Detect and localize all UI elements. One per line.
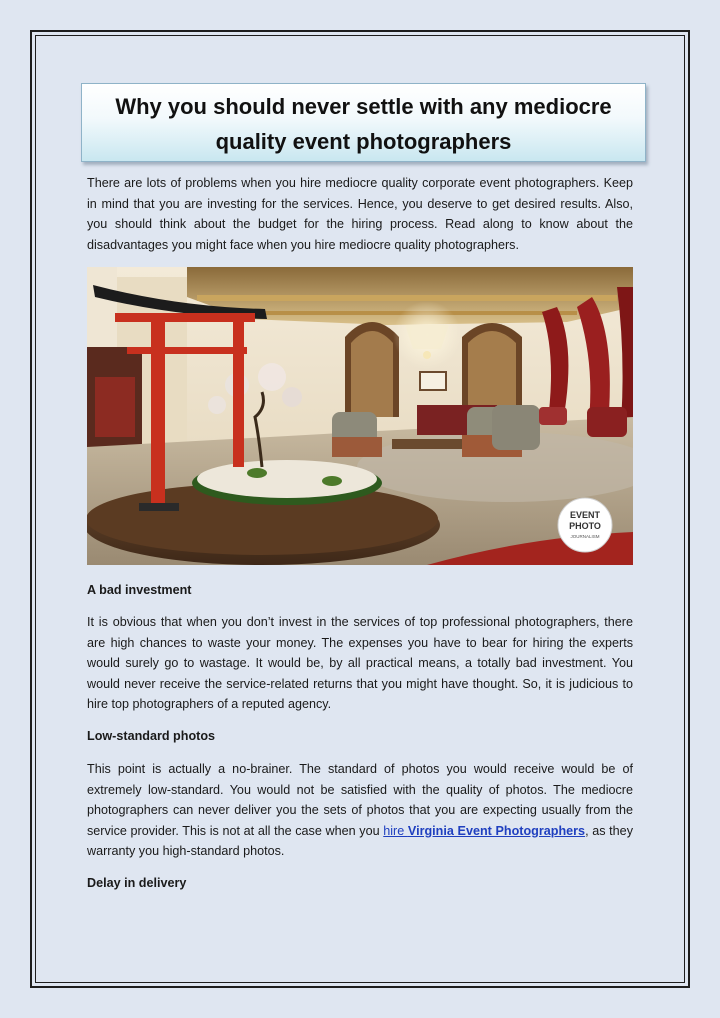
section-heading-delay: Delay in delivery bbox=[87, 876, 187, 890]
paragraph-low-standard-tail: , as they warranty you high-standard photos. bbox=[87, 823, 633, 858]
paragraph-low-standard bbox=[87, 759, 633, 862]
logo-line3: JOURNALISM bbox=[570, 534, 600, 539]
section-body-bad-investment bbox=[87, 612, 633, 715]
title-box bbox=[81, 83, 646, 162]
intro-paragraph-block bbox=[87, 173, 633, 255]
link-prefix: hire bbox=[383, 823, 408, 838]
page-title: Why you should never settle with any mediocre quality event photographers bbox=[115, 94, 612, 154]
section-heading-low-standard: Low-standard photos bbox=[87, 729, 216, 743]
logo-line1: EVENT bbox=[569, 510, 601, 520]
paragraph-bad-investment: It is obvious that when you don’t invest in the services of top professional photographers, there are high chances to waste your money. The expenses you have to bear for hiring the experts would surely go to wastage. It would be, by all practical means, a totally bad investment. You would never receive the service-related returns that you might have thought. So, it is judicious to hire top photographers of a reputed agency. bbox=[87, 615, 633, 711]
link-bold-text: Virginia Event Photographers bbox=[407, 823, 586, 838]
logo-line2: PHOTO bbox=[569, 521, 601, 531]
paragraph-low-standard-text: This point is actually a no-brainer. The standard of photos you would receive would be of extremely low-standard. You would not be satisfied with the quality of photos. The mediocre photographers can never deliver you the sets of photos that you are expecting usually from the service provider. This is not at all the case when you bbox=[87, 762, 633, 838]
section-body-low-standard bbox=[87, 759, 633, 862]
intro-paragraph: There are lots of problems when you hire mediocre quality corporate event photographers. Keep in mind that you are investing for the services. Hence, you deserve to get desired results. Also, you should think about the budget for the hiring process. Read along to know about the disadvantages you might face when you hire mediocre quality photographers. bbox=[87, 176, 633, 252]
hotel-lobby-photo bbox=[87, 267, 633, 565]
virginia-event-photographers-link[interactable] bbox=[383, 824, 585, 838]
section-heading-bad-investment: A bad investment bbox=[87, 583, 192, 597]
photo-illustration bbox=[87, 267, 633, 565]
